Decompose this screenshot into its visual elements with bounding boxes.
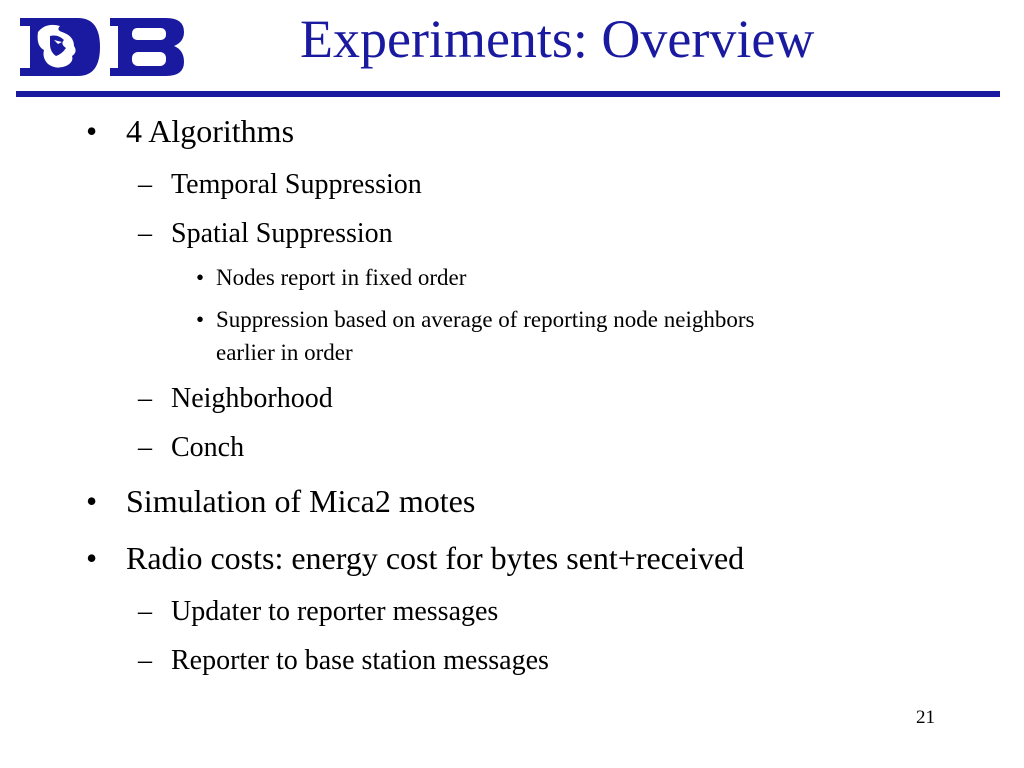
bullet-marker: • bbox=[196, 265, 205, 290]
bullet-marker: • bbox=[196, 307, 205, 332]
slide-title: Experiments: Overview bbox=[300, 9, 815, 69]
bullet-text: 4 Algorithms bbox=[126, 113, 295, 149]
sub-bullet-text: Conch bbox=[171, 432, 245, 463]
dash-marker: – bbox=[138, 596, 152, 627]
sub-sub-bullet-text: Nodes report in fixed order bbox=[216, 265, 467, 290]
sub-sub-bullet-text: earlier in order bbox=[216, 340, 353, 365]
dash-marker: – bbox=[138, 432, 152, 463]
dash-marker: – bbox=[138, 645, 152, 676]
bullet-marker: • bbox=[86, 483, 98, 519]
bullet-marker: • bbox=[86, 540, 98, 576]
bullet-text: Simulation of Mica2 motes bbox=[126, 483, 476, 519]
dash-marker: – bbox=[138, 169, 152, 200]
dash-marker: – bbox=[138, 383, 152, 414]
bullet-text: Radio costs: energy cost for bytes sent+received bbox=[126, 540, 745, 576]
sub-bullet-text: Reporter to base station messages bbox=[171, 645, 549, 676]
sub-bullet-text: Spatial Suppression bbox=[171, 218, 393, 249]
dash-marker: – bbox=[138, 218, 152, 249]
bullet-marker: • bbox=[86, 113, 98, 149]
sub-bullet-text: Temporal Suppression bbox=[171, 169, 422, 200]
sub-bullet-text: Updater to reporter messages bbox=[171, 596, 499, 627]
sub-sub-bullet-text: Suppression based on average of reporting node neighbors bbox=[216, 307, 755, 332]
page-number: 21 bbox=[916, 707, 935, 728]
sub-bullet-text: Neighborhood bbox=[171, 383, 333, 414]
